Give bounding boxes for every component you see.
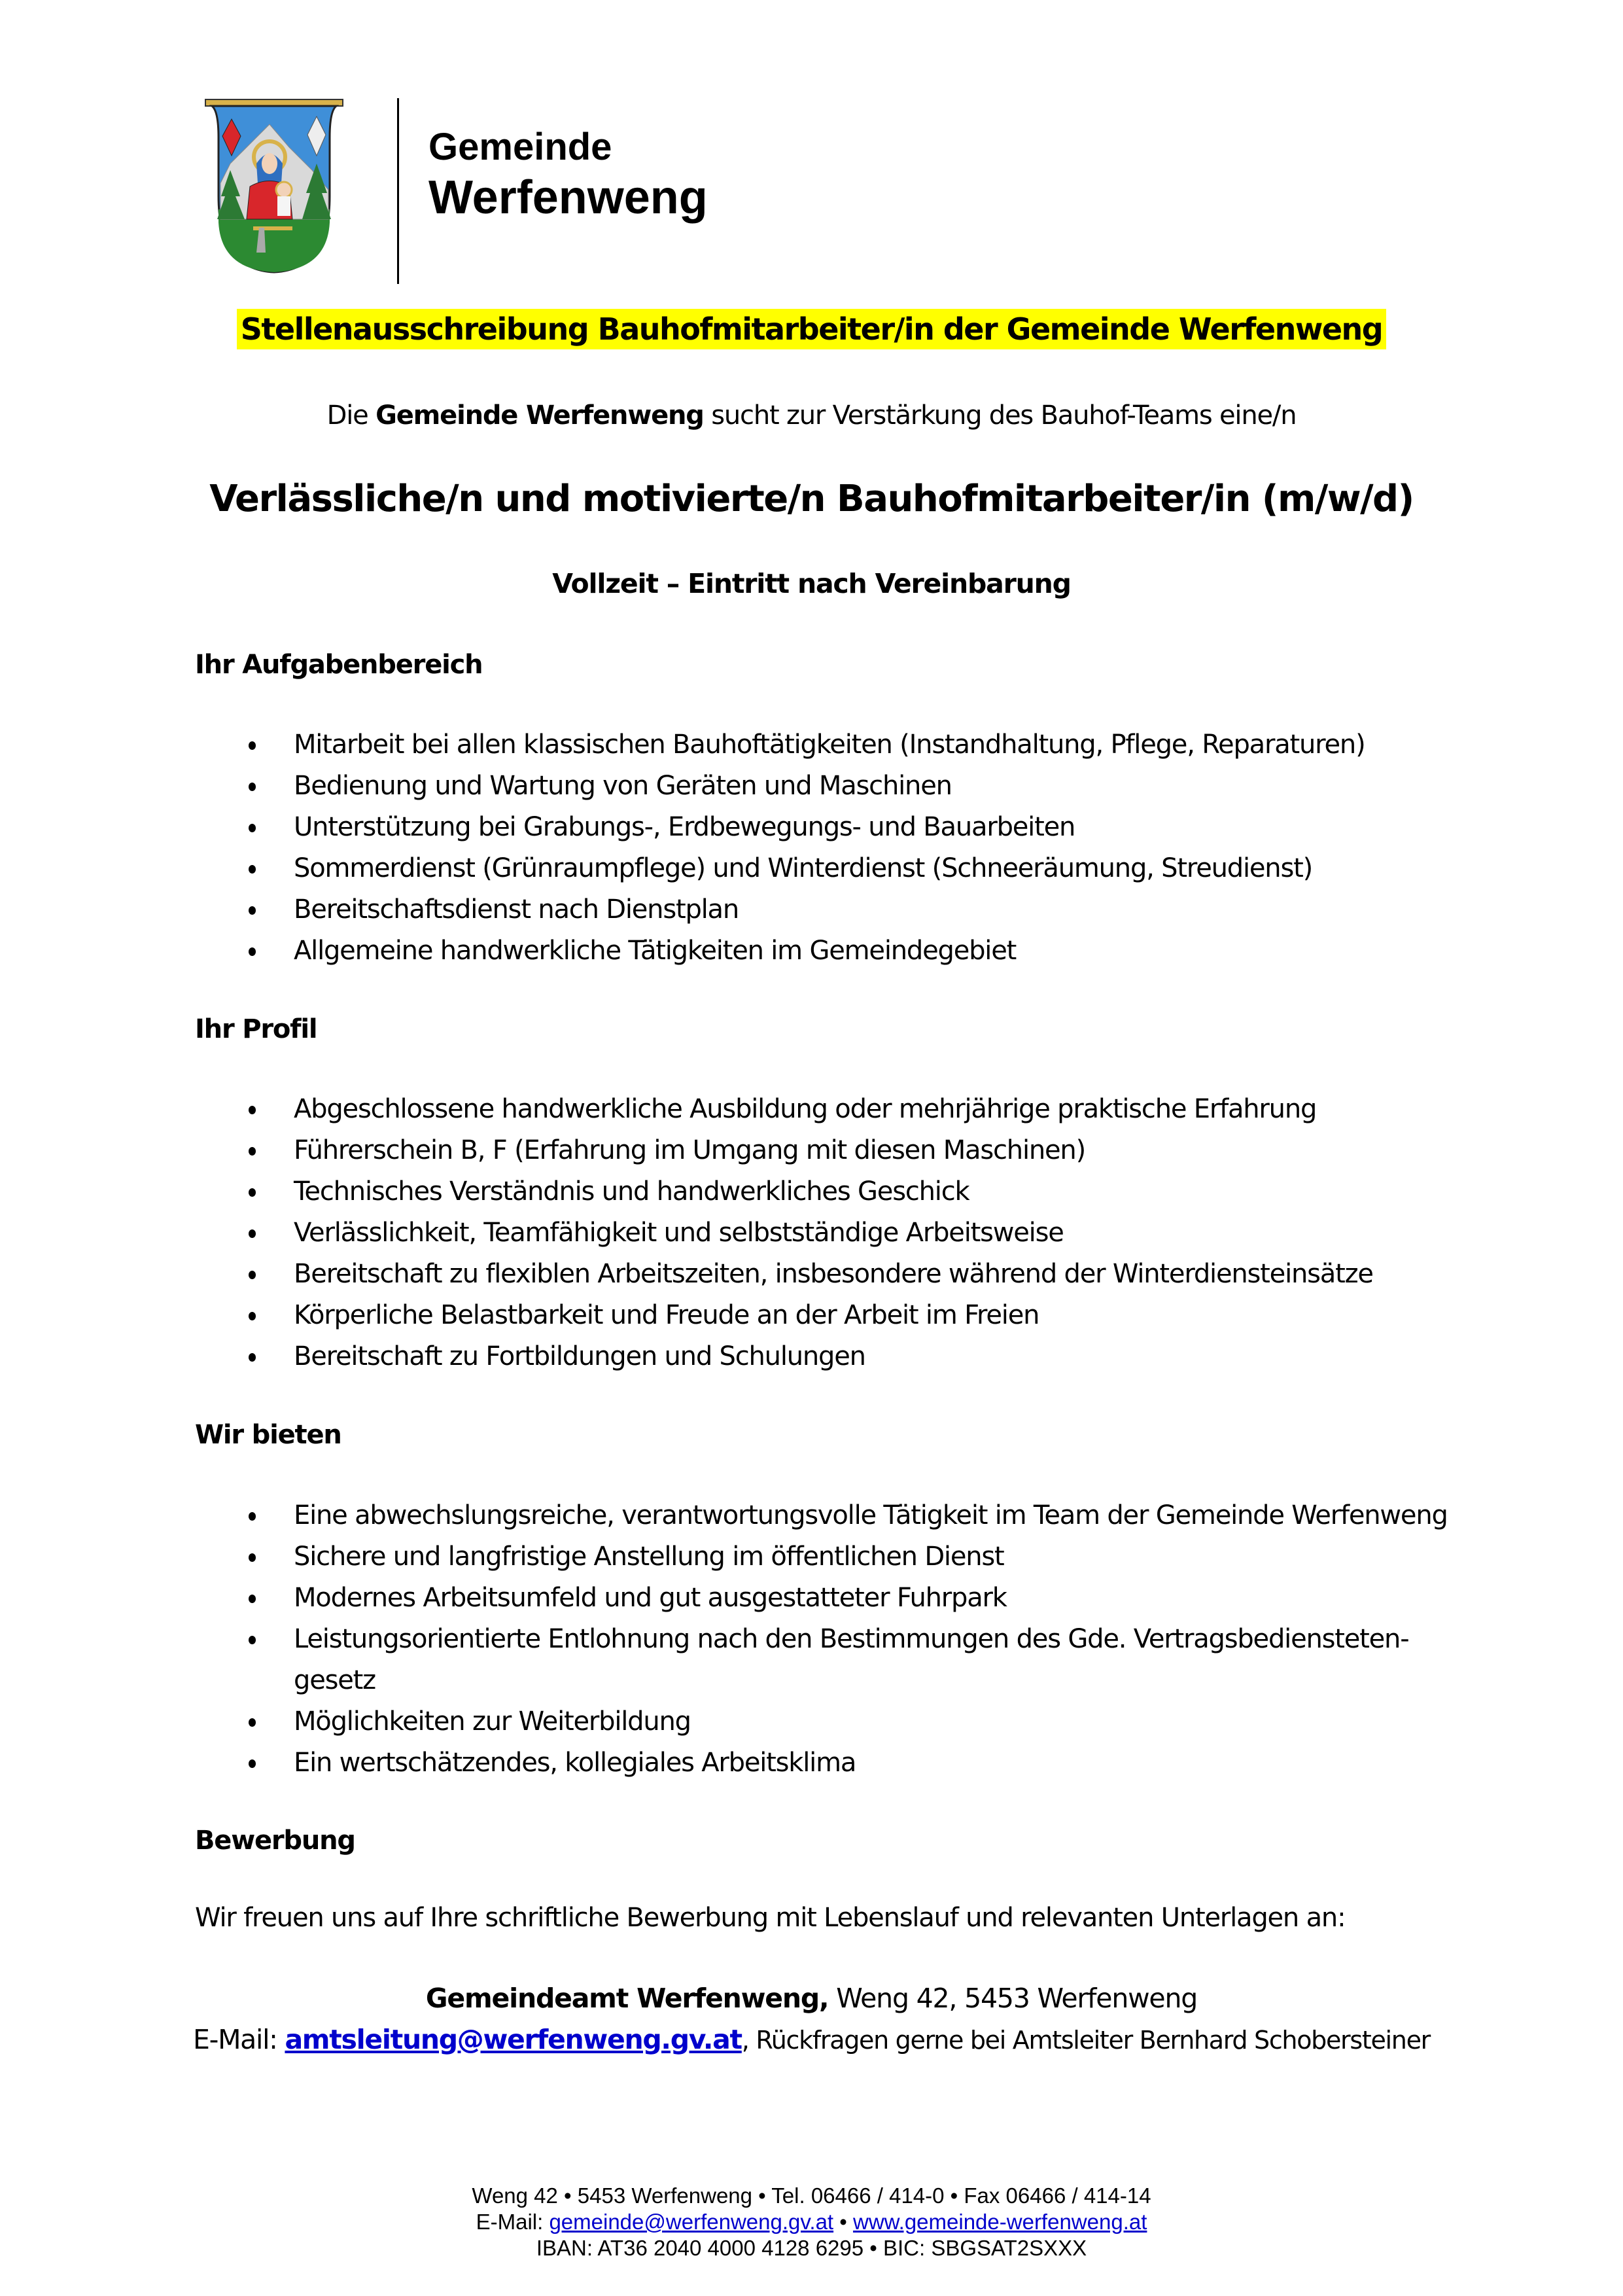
list-item: Bereitschaft zu flexiblen Arbeitszeiten, insbesondere während der Winterdiensteinsätze [249,1254,1492,1295]
aufgaben-list [249,724,1492,972]
list-item: Modernes Arbeitsumfeld und gut ausgestatteter Fuhrpark [249,1578,1492,1619]
list-item: Leistungsorientierte Entlohnung nach den Bestimmungen des Gde. Vertragsbediensteten- gesetz [249,1619,1492,1701]
bullet-icon [249,1636,256,1644]
bullet-icon [249,1271,256,1279]
list-item: Technisches Verständnis und handwerkliches Geschick [249,1171,1492,1212]
footer-website-link[interactable]: www.gemeinde-werfenweng.at [852,2210,1147,2234]
bullet-icon [249,783,256,791]
section-heading-aufgaben: Ihr Aufgabenbereich [195,650,483,680]
section-heading-wir-bieten: Wir bieten [195,1420,341,1450]
wir-bieten-list [249,1495,1492,1784]
footer-email-label: E-Mail: [476,2210,550,2234]
office-address [0,1983,1623,2014]
list-item: Allgemeine handwerkliche Tätigkeiten im Gemeindegebiet [249,930,1492,972]
intro-prefix: Die [326,400,376,431]
bullet-icon [249,1229,256,1238]
bullet-icon [249,906,256,915]
bullet-icon [249,1312,256,1320]
list-item: Sommerdienst (Grünraumpflege) und Winterdienst (Schneeräumung, Streudienst) [249,848,1492,889]
office-street: Weng 42, 5453 Werfenweng [828,1983,1198,2014]
bullet-icon [249,1512,256,1521]
bullet-icon [249,1553,256,1562]
list-item: Bereitschaft zu Fortbildungen und Schulungen [249,1336,1492,1377]
bullet-icon [249,824,256,832]
list-item: Sichere und langfristige Anstellung im öffentlichen Dienst [249,1536,1492,1578]
list-item-continuation: gesetz [294,1665,375,1695]
bullet-icon [249,1718,256,1727]
list-item: Mitarbeit bei allen klassischen Bauhoftätigkeiten (Instandhaltung, Pflege, Reparaturen) [249,724,1492,766]
intro-line [0,400,1623,431]
footer-address: Weng 42 • 5453 Werfenweng • Tel. 06466 / 414-0 • Fax 06466 / 414-14 [472,2183,1151,2208]
bullet-icon [249,1595,256,1603]
list-item: Abgeschlossene handwerkliche Ausbildung oder mehrjährige praktische Erfahrung [249,1089,1492,1130]
brand-name [428,124,708,225]
employment-type: Vollzeit – Eintritt nach Vereinbarung [552,568,1071,599]
footer-separator: • [833,2210,853,2234]
bullet-icon [249,865,256,874]
section-heading-profil: Ihr Profil [195,1014,317,1044]
brand-line-1: Gemeinde [428,126,612,168]
section-heading-bewerbung: Bewerbung [195,1826,355,1856]
intro-bold: Gemeinde Werfenweng [375,400,704,431]
list-item: Körperliche Belastbarkeit und Freude an der Arbeit im Freien [249,1295,1492,1336]
coat-of-arms-logo [204,98,344,275]
application-email-link[interactable]: amtsleitung@werfenweng.gv.at [285,2024,742,2055]
bullet-icon [249,1147,256,1156]
list-item: Verlässlichkeit, Teamfähigkeit und selbstständige Arbeitsweise [249,1212,1492,1254]
application-text: Wir freuen uns auf Ihre schriftliche Bewerbung mit Lebenslauf und relevanten Unterlagen an: [195,1903,1346,1933]
intro-suffix: sucht zur Verstärkung des Bauhof-Teams eine/n [703,400,1297,431]
footer-email-link[interactable]: gemeinde@werfenweng.gv.at [549,2210,834,2234]
page-title [0,311,1623,347]
bullet-icon [249,741,256,750]
bullet-icon [249,1759,256,1768]
contact-email-line [0,2024,1623,2055]
bullet-icon [249,947,256,956]
list-item: Führerschein B, F (Erfahrung im Umgang mit diesen Maschinen) [249,1130,1492,1171]
list-item: Eine abwechslungsreiche, verantwortungsvolle Tätigkeit im Team der Gemeinde Werfenweng [249,1495,1492,1536]
profil-list [249,1089,1492,1377]
bullet-icon [249,1106,256,1114]
footer-bank: IBAN: AT36 2040 4000 4128 6295 • BIC: SBGSAT2SXXX [536,2236,1087,2260]
coat-of-arms-icon [204,98,344,275]
brand-line-2: Werfenweng [428,171,708,224]
office-name: Gemeindeamt Werfenweng, [425,1983,829,2014]
contact-note: , Rückfragen gerne bei Amtsleiter Bernhard Schobersteiner [741,2026,1430,2055]
job-title: Verlässliche/n und motivierte/n Bauhofmitarbeiter/in (m/w/d) [209,478,1414,520]
bullet-icon [249,1188,256,1197]
list-item: Bedienung und Wartung von Geräten und Maschinen [249,766,1492,807]
list-item: Bereitschaftsdienst nach Dienstplan [249,889,1492,930]
title-highlight: Stellenausschreibung Bauhofmitarbeiter/in der Gemeinde Werfenweng [237,309,1387,349]
list-item: Ein wertschätzendes, kollegiales Arbeitsklima [249,1742,1492,1784]
list-item: Unterstützung bei Grabungs-, Erdbewegungs- und Bauarbeiten [249,807,1492,848]
email-label: E-Mail: [193,2024,285,2055]
header-divider [397,98,399,284]
list-item: Möglichkeiten zur Weiterbildung [249,1701,1492,1742]
footer-contact [0,2209,1623,2235]
bullet-icon [249,1353,256,1362]
